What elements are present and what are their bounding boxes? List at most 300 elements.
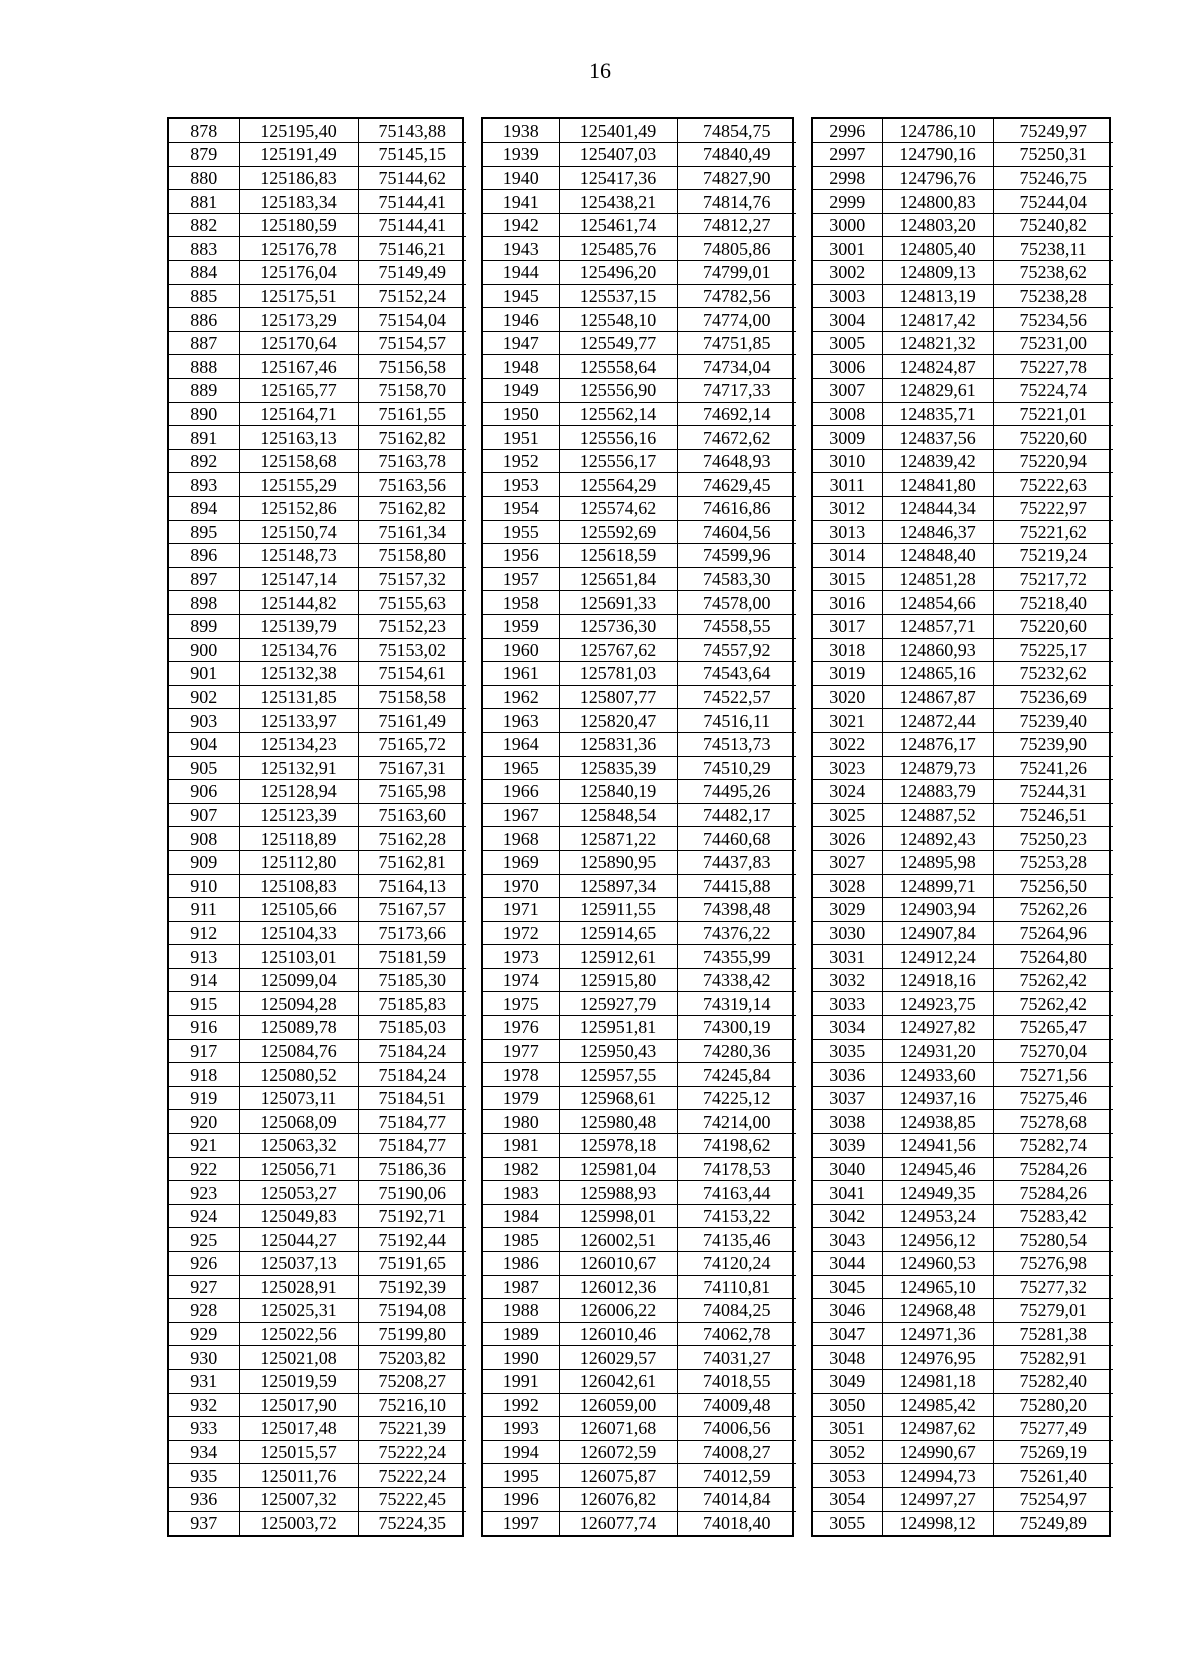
x-coordinate: 124976,95	[882, 1346, 993, 1370]
point-number: 1968	[483, 827, 559, 851]
y-coordinate: 75217,72	[993, 567, 1113, 591]
table-row	[813, 497, 1113, 521]
table-row	[169, 261, 466, 285]
point-number: 891	[169, 426, 239, 450]
table-row	[169, 921, 466, 945]
table-row	[483, 992, 796, 1016]
point-number: 3016	[813, 591, 882, 615]
y-coordinate: 75254,97	[993, 1487, 1113, 1511]
table-row	[483, 1134, 796, 1158]
table-row	[483, 732, 796, 756]
point-number: 907	[169, 803, 239, 827]
y-coordinate: 74415,88	[677, 874, 796, 898]
x-coordinate: 125131,85	[239, 685, 358, 709]
table-row	[483, 1157, 796, 1181]
y-coordinate: 75227,78	[993, 355, 1113, 379]
x-coordinate: 125022,56	[239, 1322, 358, 1346]
x-coordinate: 124965,10	[882, 1275, 993, 1299]
y-coordinate: 74717,33	[677, 379, 796, 403]
point-number: 934	[169, 1440, 239, 1464]
x-coordinate: 125015,57	[239, 1440, 358, 1464]
table-row	[813, 1181, 1113, 1205]
x-coordinate: 125128,94	[239, 780, 358, 804]
table-row	[169, 756, 466, 780]
table-row	[813, 119, 1113, 143]
y-coordinate: 75265,47	[993, 1016, 1113, 1040]
y-coordinate: 75190,06	[358, 1181, 466, 1205]
y-coordinate: 75149,49	[358, 261, 466, 285]
x-coordinate: 125981,04	[559, 1157, 677, 1181]
table-row	[483, 1322, 796, 1346]
x-coordinate: 124903,94	[882, 898, 993, 922]
y-coordinate: 75239,90	[993, 732, 1113, 756]
x-coordinate: 125548,10	[559, 308, 677, 332]
x-coordinate: 125011,76	[239, 1464, 358, 1488]
y-coordinate: 75221,01	[993, 402, 1113, 426]
x-coordinate: 125104,33	[239, 921, 358, 945]
x-coordinate: 124800,83	[882, 190, 993, 214]
point-number: 1974	[483, 968, 559, 992]
y-coordinate: 75220,94	[993, 449, 1113, 473]
y-coordinate: 74522,57	[677, 685, 796, 709]
table-row	[483, 213, 796, 237]
x-coordinate: 124938,85	[882, 1110, 993, 1134]
point-number: 1973	[483, 945, 559, 969]
x-coordinate: 124809,13	[882, 261, 993, 285]
x-coordinate: 126042,61	[559, 1369, 677, 1393]
y-coordinate: 74692,14	[677, 402, 796, 426]
table-row	[169, 662, 466, 686]
point-number: 880	[169, 166, 239, 190]
point-number: 1994	[483, 1440, 559, 1464]
x-coordinate: 125691,33	[559, 591, 677, 615]
y-coordinate: 75165,98	[358, 780, 466, 804]
point-number: 932	[169, 1393, 239, 1417]
y-coordinate: 75241,26	[993, 756, 1113, 780]
point-number: 3020	[813, 685, 882, 709]
x-coordinate: 125003,72	[239, 1511, 358, 1535]
x-coordinate: 125139,79	[239, 614, 358, 638]
table-row	[169, 473, 466, 497]
point-number: 903	[169, 709, 239, 733]
x-coordinate: 124790,16	[882, 143, 993, 167]
y-coordinate: 75249,89	[993, 1511, 1113, 1535]
x-coordinate: 124997,27	[882, 1487, 993, 1511]
point-number: 1956	[483, 544, 559, 568]
point-number: 901	[169, 662, 239, 686]
point-number: 3014	[813, 544, 882, 568]
table-row	[813, 1464, 1113, 1488]
x-coordinate: 125191,49	[239, 143, 358, 167]
point-number: 904	[169, 732, 239, 756]
coordinate-tables	[167, 117, 1111, 1537]
y-coordinate: 75264,96	[993, 921, 1113, 945]
point-number: 913	[169, 945, 239, 969]
table-row	[813, 1275, 1113, 1299]
table-row	[169, 567, 466, 591]
y-coordinate: 75238,11	[993, 237, 1113, 261]
y-coordinate: 74135,46	[677, 1228, 796, 1252]
y-coordinate: 75262,42	[993, 992, 1113, 1016]
x-coordinate: 126072,59	[559, 1440, 677, 1464]
point-number: 3040	[813, 1157, 882, 1181]
y-coordinate: 74009,48	[677, 1393, 796, 1417]
y-coordinate: 75281,38	[993, 1322, 1113, 1346]
x-coordinate: 125134,76	[239, 638, 358, 662]
point-number: 927	[169, 1275, 239, 1299]
point-number: 902	[169, 685, 239, 709]
x-coordinate: 124927,82	[882, 1016, 993, 1040]
y-coordinate: 75244,31	[993, 780, 1113, 804]
point-number: 1951	[483, 426, 559, 450]
y-coordinate: 75262,26	[993, 898, 1113, 922]
y-coordinate: 74782,56	[677, 284, 796, 308]
table-row	[483, 237, 796, 261]
point-number: 3012	[813, 497, 882, 521]
point-number: 931	[169, 1369, 239, 1393]
y-coordinate: 74814,76	[677, 190, 796, 214]
x-coordinate: 125134,23	[239, 732, 358, 756]
table-row	[169, 402, 466, 426]
point-number: 3037	[813, 1086, 882, 1110]
y-coordinate: 75253,28	[993, 850, 1113, 874]
y-coordinate: 74734,04	[677, 355, 796, 379]
y-coordinate: 75284,26	[993, 1157, 1113, 1181]
table-row	[813, 1487, 1113, 1511]
y-coordinate: 75152,23	[358, 614, 466, 638]
x-coordinate: 126010,67	[559, 1252, 677, 1276]
point-number: 895	[169, 520, 239, 544]
y-coordinate: 74799,01	[677, 261, 796, 285]
point-number: 1945	[483, 284, 559, 308]
x-coordinate: 125025,31	[239, 1299, 358, 1323]
page-number: 16	[589, 58, 611, 83]
point-number: 889	[169, 379, 239, 403]
point-number: 3018	[813, 638, 882, 662]
y-coordinate: 75185,83	[358, 992, 466, 1016]
x-coordinate: 125831,36	[559, 732, 677, 756]
point-number: 3054	[813, 1487, 882, 1511]
x-coordinate: 124912,24	[882, 945, 993, 969]
point-number: 3052	[813, 1440, 882, 1464]
table-row	[813, 1346, 1113, 1370]
point-number: 3028	[813, 874, 882, 898]
x-coordinate: 124953,24	[882, 1204, 993, 1228]
x-coordinate: 125028,91	[239, 1275, 358, 1299]
y-coordinate: 74008,27	[677, 1440, 796, 1464]
point-number: 897	[169, 567, 239, 591]
table-row	[169, 945, 466, 969]
point-number: 1970	[483, 874, 559, 898]
table-row	[813, 261, 1113, 285]
y-coordinate: 75283,42	[993, 1204, 1113, 1228]
table-row	[483, 190, 796, 214]
x-coordinate: 124841,80	[882, 473, 993, 497]
y-coordinate: 75157,32	[358, 567, 466, 591]
point-number: 923	[169, 1181, 239, 1205]
point-number: 906	[169, 780, 239, 804]
point-number: 1946	[483, 308, 559, 332]
point-number: 925	[169, 1228, 239, 1252]
y-coordinate: 74495,26	[677, 780, 796, 804]
x-coordinate: 124872,44	[882, 709, 993, 733]
x-coordinate: 125848,54	[559, 803, 677, 827]
point-number: 1966	[483, 780, 559, 804]
table-row	[169, 213, 466, 237]
table-row	[813, 1016, 1113, 1040]
x-coordinate: 125112,80	[239, 850, 358, 874]
y-coordinate: 75158,80	[358, 544, 466, 568]
table-row	[483, 520, 796, 544]
point-number: 926	[169, 1252, 239, 1276]
table-row	[483, 850, 796, 874]
point-number: 1983	[483, 1181, 559, 1205]
point-number: 933	[169, 1417, 239, 1441]
table-row	[813, 331, 1113, 355]
y-coordinate: 75167,31	[358, 756, 466, 780]
point-number: 1957	[483, 567, 559, 591]
y-coordinate: 75143,88	[358, 119, 466, 143]
y-coordinate: 75186,36	[358, 1157, 466, 1181]
point-number: 3041	[813, 1181, 882, 1205]
x-coordinate: 125485,76	[559, 237, 677, 261]
y-coordinate: 74510,29	[677, 756, 796, 780]
table-row	[169, 355, 466, 379]
point-number: 894	[169, 497, 239, 521]
point-number: 1948	[483, 355, 559, 379]
point-number: 3042	[813, 1204, 882, 1228]
point-number: 1989	[483, 1322, 559, 1346]
table-row	[483, 874, 796, 898]
point-number: 1952	[483, 449, 559, 473]
x-coordinate: 124848,40	[882, 544, 993, 568]
table-row	[483, 426, 796, 450]
x-coordinate: 125103,01	[239, 945, 358, 969]
y-coordinate: 75282,91	[993, 1346, 1113, 1370]
x-coordinate: 124851,28	[882, 567, 993, 591]
y-coordinate: 75232,62	[993, 662, 1113, 686]
x-coordinate: 125980,48	[559, 1110, 677, 1134]
table-row	[169, 1134, 466, 1158]
x-coordinate: 125496,20	[559, 261, 677, 285]
table-row	[169, 850, 466, 874]
point-number: 3007	[813, 379, 882, 403]
x-coordinate: 124941,56	[882, 1134, 993, 1158]
x-coordinate: 125170,64	[239, 331, 358, 355]
table-row	[483, 1181, 796, 1205]
point-number: 1954	[483, 497, 559, 521]
y-coordinate: 75275,46	[993, 1086, 1113, 1110]
point-number: 890	[169, 402, 239, 426]
x-coordinate: 125084,76	[239, 1039, 358, 1063]
x-coordinate: 125133,97	[239, 709, 358, 733]
y-coordinate: 74062,78	[677, 1322, 796, 1346]
point-number: 3025	[813, 803, 882, 827]
point-number: 1959	[483, 614, 559, 638]
x-coordinate: 125152,86	[239, 497, 358, 521]
x-coordinate: 125897,34	[559, 874, 677, 898]
y-coordinate: 75238,62	[993, 261, 1113, 285]
table-row	[483, 473, 796, 497]
y-coordinate: 75154,57	[358, 331, 466, 355]
y-coordinate: 75158,58	[358, 685, 466, 709]
x-coordinate: 124899,71	[882, 874, 993, 898]
point-number: 879	[169, 143, 239, 167]
y-coordinate: 75163,60	[358, 803, 466, 827]
x-coordinate: 125950,43	[559, 1039, 677, 1063]
table-row	[169, 614, 466, 638]
point-number: 3008	[813, 402, 882, 426]
y-coordinate: 74629,45	[677, 473, 796, 497]
coordinate-block-3	[811, 117, 1111, 1537]
y-coordinate: 75262,42	[993, 968, 1113, 992]
point-number: 1944	[483, 261, 559, 285]
y-coordinate: 75184,77	[358, 1134, 466, 1158]
point-number: 2996	[813, 119, 882, 143]
x-coordinate: 124933,60	[882, 1063, 993, 1087]
x-coordinate: 126002,51	[559, 1228, 677, 1252]
x-coordinate: 125007,32	[239, 1487, 358, 1511]
table-row	[169, 1346, 466, 1370]
x-coordinate: 125417,36	[559, 166, 677, 190]
table-row	[169, 426, 466, 450]
table-row	[169, 449, 466, 473]
table-row	[169, 237, 466, 261]
table-row	[483, 166, 796, 190]
y-coordinate: 75192,71	[358, 1204, 466, 1228]
table-row	[813, 1417, 1113, 1441]
table-row	[483, 284, 796, 308]
y-coordinate: 75222,45	[358, 1487, 466, 1511]
y-coordinate: 75222,97	[993, 497, 1113, 521]
table-row	[169, 1157, 466, 1181]
y-coordinate: 75185,03	[358, 1016, 466, 1040]
table-row	[813, 1110, 1113, 1134]
x-coordinate: 125073,11	[239, 1086, 358, 1110]
table-row	[483, 1275, 796, 1299]
table-row	[813, 992, 1113, 1016]
y-coordinate: 75181,59	[358, 945, 466, 969]
table-row	[813, 402, 1113, 426]
point-number: 922	[169, 1157, 239, 1181]
point-number: 910	[169, 874, 239, 898]
point-number: 1987	[483, 1275, 559, 1299]
point-number: 1972	[483, 921, 559, 945]
table-row	[813, 1322, 1113, 1346]
table-row	[169, 709, 466, 733]
y-coordinate: 74854,75	[677, 119, 796, 143]
y-coordinate: 75152,24	[358, 284, 466, 308]
table-row	[483, 1299, 796, 1323]
table-row	[169, 1487, 466, 1511]
y-coordinate: 74604,56	[677, 520, 796, 544]
y-coordinate: 75219,24	[993, 544, 1113, 568]
table-row	[483, 1487, 796, 1511]
point-number: 937	[169, 1511, 239, 1535]
y-coordinate: 75162,82	[358, 497, 466, 521]
x-coordinate: 125407,03	[559, 143, 677, 167]
point-number: 899	[169, 614, 239, 638]
point-number: 2999	[813, 190, 882, 214]
table-row	[813, 685, 1113, 709]
table-row	[483, 402, 796, 426]
y-coordinate: 75164,13	[358, 874, 466, 898]
y-coordinate: 75154,61	[358, 662, 466, 686]
table-row	[813, 1252, 1113, 1276]
table-row	[483, 685, 796, 709]
point-number: 1958	[483, 591, 559, 615]
x-coordinate: 124879,73	[882, 756, 993, 780]
table-row	[813, 756, 1113, 780]
point-number: 1940	[483, 166, 559, 190]
x-coordinate: 124860,93	[882, 638, 993, 662]
table-row	[813, 921, 1113, 945]
y-coordinate: 75239,40	[993, 709, 1113, 733]
table-row	[813, 449, 1113, 473]
x-coordinate: 124854,66	[882, 591, 993, 615]
x-coordinate: 124994,73	[882, 1464, 993, 1488]
x-coordinate: 124985,42	[882, 1393, 993, 1417]
x-coordinate: 124949,35	[882, 1181, 993, 1205]
x-coordinate: 125556,90	[559, 379, 677, 403]
y-coordinate: 75225,17	[993, 638, 1113, 662]
coordinate-table	[169, 119, 466, 1535]
y-coordinate: 74012,59	[677, 1464, 796, 1488]
table-row	[483, 379, 796, 403]
table-row	[813, 379, 1113, 403]
table-row	[169, 732, 466, 756]
table-row	[813, 898, 1113, 922]
table-row	[813, 567, 1113, 591]
x-coordinate: 126077,74	[559, 1511, 677, 1535]
table-row	[169, 685, 466, 709]
y-coordinate: 75246,51	[993, 803, 1113, 827]
x-coordinate: 125132,91	[239, 756, 358, 780]
table-row	[169, 968, 466, 992]
y-coordinate: 75203,82	[358, 1346, 466, 1370]
point-number: 3011	[813, 473, 882, 497]
y-coordinate: 74516,11	[677, 709, 796, 733]
point-number: 1985	[483, 1228, 559, 1252]
y-coordinate: 75269,19	[993, 1440, 1113, 1464]
point-number: 3048	[813, 1346, 882, 1370]
y-coordinate: 74437,83	[677, 850, 796, 874]
table-row	[483, 614, 796, 638]
y-coordinate: 75220,60	[993, 614, 1113, 638]
y-coordinate: 75224,74	[993, 379, 1113, 403]
x-coordinate: 124945,46	[882, 1157, 993, 1181]
table-row	[813, 780, 1113, 804]
table-row	[169, 143, 466, 167]
y-coordinate: 74460,68	[677, 827, 796, 851]
table-row	[483, 119, 796, 143]
point-number: 914	[169, 968, 239, 992]
x-coordinate: 124837,56	[882, 426, 993, 450]
coordinate-block-2	[481, 117, 794, 1537]
x-coordinate: 125890,95	[559, 850, 677, 874]
point-number: 3034	[813, 1016, 882, 1040]
y-coordinate: 74014,84	[677, 1487, 796, 1511]
table-row	[169, 331, 466, 355]
point-number: 3055	[813, 1511, 882, 1535]
y-coordinate: 74355,99	[677, 945, 796, 969]
point-number: 3003	[813, 284, 882, 308]
point-number: 1942	[483, 213, 559, 237]
table-row	[169, 1039, 466, 1063]
y-coordinate: 75249,97	[993, 119, 1113, 143]
y-coordinate: 74245,84	[677, 1063, 796, 1087]
x-coordinate: 125180,59	[239, 213, 358, 237]
